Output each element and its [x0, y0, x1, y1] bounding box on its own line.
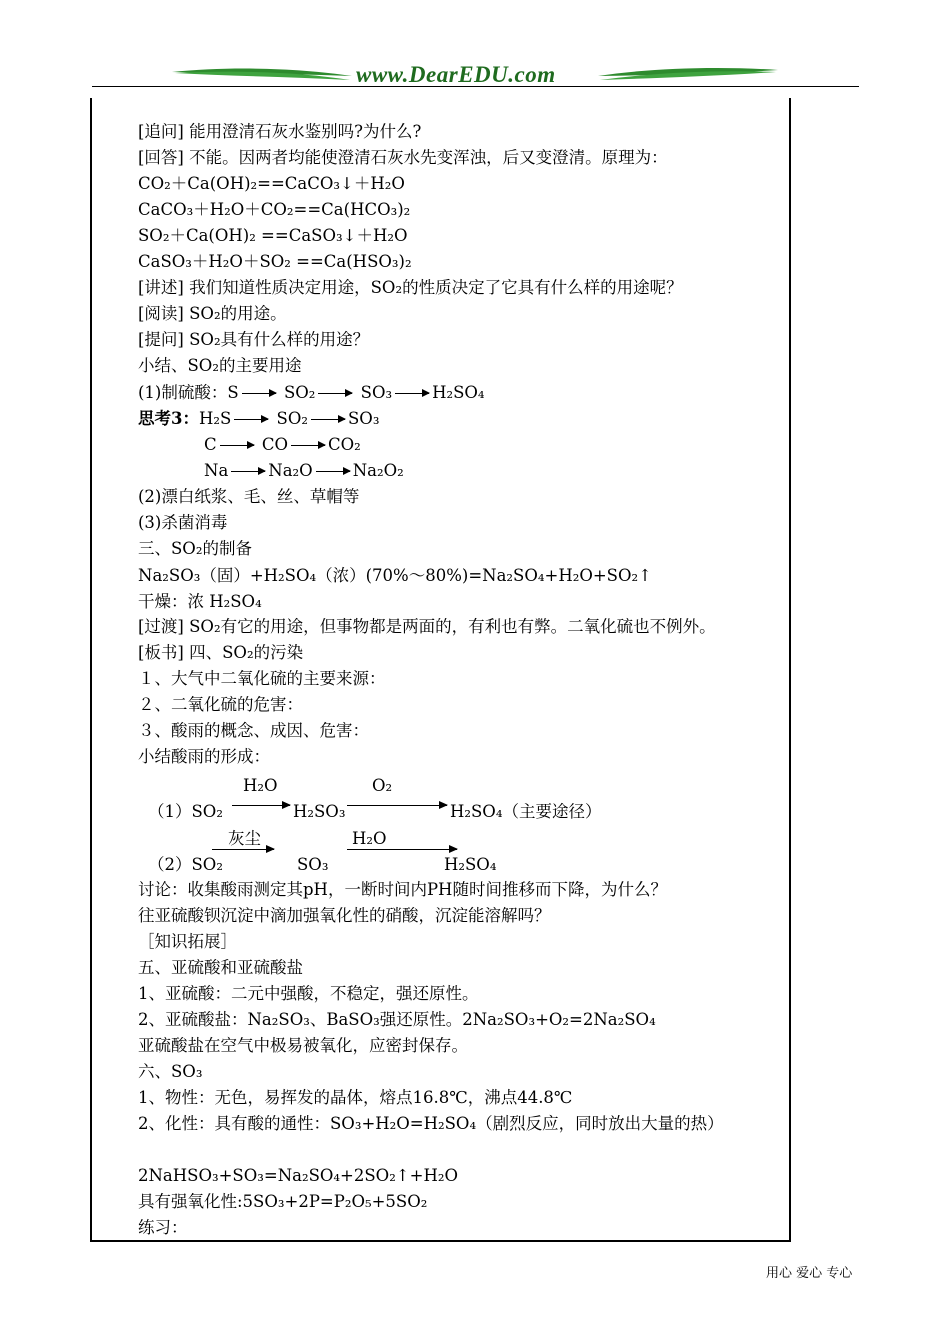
text-line: 小结、SO₂的主要用途 [138, 356, 302, 375]
chain-item: SO₂ [283, 383, 316, 402]
text-line: [追问] 能用澄清石灰水鉴别吗?为什么? [138, 122, 422, 141]
arrow-icon [232, 805, 290, 806]
text-line: 往亚硫酸钡沉淀中滴加强氧化性的硝酸，沉淀能溶解吗？ [138, 906, 551, 925]
page-footer: 用心 爱心 专心 [766, 1266, 853, 1281]
arrow-icon [318, 393, 352, 394]
reaction-condition: H₂O [352, 829, 387, 848]
text-line: (2)漂白纸浆、毛、丝、草帽等 [138, 487, 360, 506]
text-line: 小结酸雨的形成： [138, 747, 270, 766]
reaction-condition: O₂ [372, 776, 393, 795]
text-line: 干燥：浓 H₂SO₄ [138, 592, 262, 611]
chain-item: Na₂O₂ [352, 461, 404, 480]
reaction-product: H₂SO₄ [444, 855, 497, 874]
chain-item: CO [261, 435, 289, 454]
think-label: 思考3： [138, 409, 199, 428]
reaction-product: H₂SO₄（主要途径） [450, 802, 602, 821]
text-line: [过渡] SO₂有它的用途，但事物都是两面的，有利也有弊。二氧化硫也不例外。 [138, 617, 716, 636]
text-line: 1、亚硫酸：二元中强酸，不稳定，强还原性。 [138, 984, 479, 1003]
chain-item: (1)制硫酸：S [138, 383, 239, 402]
text-line: 亚硫酸盐在空气中极易被氧化，应密封保存。 [138, 1036, 468, 1055]
chain-item: Na₂O [268, 461, 313, 480]
text-line: [阅读] SO₂的用途。 [138, 304, 287, 323]
text-line: [板书] 四、SO₂的污染 [138, 643, 304, 662]
text-line: (3)杀菌消毒 [138, 513, 228, 532]
text-line: [讲述] 我们知道性质决定用途，SO₂的性质决定了它具有什么样的用途呢？ [138, 278, 683, 297]
text-line: 练习： [138, 1218, 188, 1237]
text-line: 讨论：收集酸雨测定其pH，一断时间内PH随时间推移而下降，为什么？ [138, 880, 667, 899]
equation-line: CaCO₃＋H₂O＋CO₂==Ca(HCO₃)₂ [138, 200, 411, 219]
conversion-chain [138, 409, 379, 429]
arrow-icon [316, 471, 350, 472]
text-line: 2、化性：具有酸的通性：SO₃+H₂O=H₂SO₄（剧烈反应，同时放出大量的热） [138, 1114, 724, 1133]
text-line: ［知识拓展］ [138, 932, 237, 951]
arrow-icon [311, 419, 345, 420]
conversion-chain [204, 461, 404, 481]
equation-line: SO₂＋Ca(OH)₂ ==CaSO₃↓＋H₂O [138, 226, 408, 245]
arrow-icon [212, 849, 274, 850]
equation-line: CO₂＋Ca(OH)₂==CaCO₃↓＋H₂O [138, 174, 405, 193]
arrow-icon [242, 393, 276, 394]
chain-item: SO₃ [348, 409, 380, 428]
text-line: ２、二氧化硫的危害： [138, 695, 303, 714]
text-line: [提问] SO₂具有什么样的用途？ [138, 330, 370, 349]
site-logo[interactable]: www.DearEDU.com [356, 62, 556, 87]
text-line: 2、亚硫酸盐：Na₂SO₃、BaSO₃强还原性。2Na₂SO₃+O₂=2Na₂SO₄ [138, 1010, 656, 1029]
chain-item: Na [204, 461, 229, 480]
conversion-chain [138, 383, 485, 403]
chain-item: SO₃ [360, 383, 393, 402]
text-line: [回答] 不能。因两者均能使澄清石灰水先变浑浊，后又变澄清。原理为： [138, 148, 668, 167]
reaction-start: （1）SO₂ [148, 802, 223, 821]
reaction-start: （2）SO₂ [148, 855, 223, 874]
arrow-icon [234, 419, 268, 420]
section-heading: 三、SO₂的制备 [138, 539, 252, 558]
chain-item: H₂SO₄ [432, 383, 485, 402]
arrow-icon [291, 445, 325, 446]
arrow-icon [347, 849, 457, 850]
section-heading: 五、亚硫酸和亚硫酸盐 [138, 958, 303, 977]
arrow-icon [395, 393, 429, 394]
reaction-condition: 灰尘 [228, 829, 261, 848]
equation-line: CaSO₃＋H₂O＋SO₂ ==Ca(HSO₃)₂ [138, 252, 412, 271]
reaction-intermediate: SO₃ [297, 855, 329, 874]
equation-line: 2NaHSO₃+SO₃=Na₂SO₄+2SO₂↑+H₂O [138, 1166, 458, 1185]
text-line: 具有强氧化性:5SO₃+2P=P₂O₅+5SO₂ [138, 1192, 428, 1211]
header-rule [92, 86, 859, 87]
arrow-icon [220, 445, 254, 446]
chain-item: SO₂ [276, 409, 308, 428]
chain-item: C [204, 435, 217, 454]
reaction-condition: H₂O [243, 776, 278, 795]
arrow-icon [347, 805, 447, 806]
page-header [0, 0, 950, 95]
text-line: １、大气中二氧化硫的主要来源： [138, 669, 386, 688]
equation-line: Na₂SO₃（固）+H₂SO₄（浓）(70%～80%)=Na₂SO₄+H₂O+SO₂↑ [138, 566, 652, 585]
section-heading: 六、SO₃ [138, 1062, 203, 1081]
chain-item: CO₂ [328, 435, 361, 454]
chain-item: H₂S [198, 409, 232, 428]
conversion-chain [204, 435, 361, 455]
text-line: ３、酸雨的概念、成因、危害： [138, 721, 369, 740]
reaction-intermediate: H₂SO₃ [293, 802, 346, 821]
arrow-icon [231, 471, 265, 472]
text-line: 1、物性：无色，易挥发的晶体，熔点16.8℃，沸点44.8℃ [138, 1088, 573, 1107]
